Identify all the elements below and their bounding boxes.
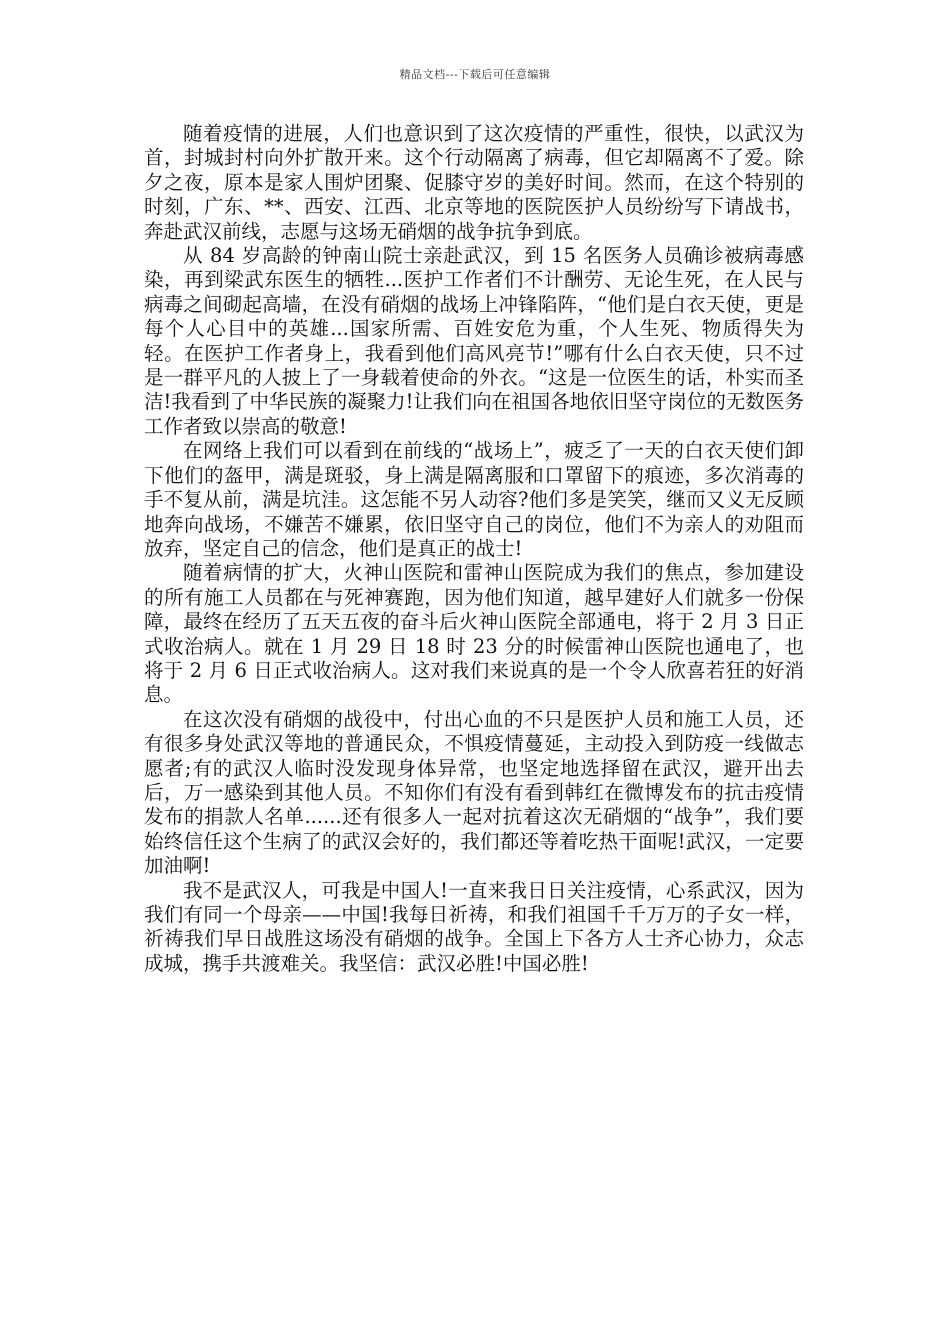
document-body — [144, 122, 804, 976]
paragraph: 在网络上我们可以看到在前线的“战场上”，疲乏了一天的白衣天使们卸下他们的盔甲，满是斑驳，身上满是隔离服和口罩留下的痕迹，多次消毒的手不复从前，满是坑洼。这怎能不另人动容?他们多是笑笑，继而又义无反顾地奔向战场，不嫌苦不嫌累，依旧坚守自己的岗位，他们不为亲人的劝阻而放弃，坚定自己的信念，他们是真正的战士! — [144, 439, 804, 560]
paragraph: 我不是武汉人，可我是中国人!一直来我日日关注疫情，心系武汉，因为我们有同一个母亲——中国!我每日祈祷，和我们祖国千千万万的子女一样，祈祷我们早日战胜这场没有硝烟的战争。全国上下各方人士齐心协力，众志成城，携手共渡难关。我坚信：武汉必胜!中国必胜! — [144, 878, 804, 975]
paragraph: 随着疫情的进展，人们也意识到了这次疫情的严重性，很快，以武汉为首，封城封村向外扩散开来。这个行动隔离了病毒，但它却隔离不了爱。除夕之夜，原本是家人围炉团聚、促膝守岁的美好时间。然而，在这个特别的时刻，广东、**、西安、江西、北京等地的医院医护人员纷纷写下请战书，奔赴武汉前线，志愿与这场无硝烟的战争抗争到底。 — [144, 122, 804, 243]
paragraph: 在这次没有硝烟的战役中，付出心血的不只是医护人员和施工人员，还有很多身处武汉等地的普通民众，不惧疫情蔓延，主动投入到防疫一线做志愿者;有的武汉人临时没发现身体异常，也坚定地选择留在武汉，避开出去后，万一感染到其他人员。不知你们有没有看到韩红在微博发布的抗击疫情发布的捐款人名单......还有很多人一起对抗着这次无硝烟的“战争”，我们要始终信任这个生病了的武汉会好的，我们都还等着吃热干面呢!武汉，一定要加油啊! — [144, 707, 804, 878]
paragraph: 从 84 岁高龄的钟南山院士亲赴武汉，到 15 名医务人员确诊被病毒感染，再到梁武东医生的牺牲...医护工作者们不计酬劳、无论生死，在人民与病毒之间砌起高墙，在没有硝烟的战场上冲锋陷阵，“他们是白衣天使，更是每个人心目中的英雄...国家所需、百姓安危为重，个人生死、物质得失为轻。在医护工作者身上，我看到他们高风亮节!”哪有什么白衣天使，只不过是一群平凡的人披上了一身载着使命的外衣。“这是一位医生的话，朴实而圣洁!我看到了中华民族的凝聚力!让我们向在祖国各地依旧坚守岗位的无数医务工作者致以崇高的敬意! — [144, 244, 804, 438]
page-header: 精品文档---下载后可任意编辑 — [399, 68, 551, 81]
paragraph: 随着病情的扩大，火神山医院和雷神山医院成为我们的焦点，参加建设的所有施工人员都在与死神赛跑，因为他们知道，越早建好人们就多一份保障，最终在经历了五天五夜的奋斗后火神山医院全部通电，将于 2 月 3 日正式收治病人。就在 1 月 29 日 18 时 23 分的时候雷神山医院也通电了，也将于 2 月 6 日正式收治病人。这对我们来说真的是一个令人欣喜若狂的好消息。 — [144, 561, 804, 707]
